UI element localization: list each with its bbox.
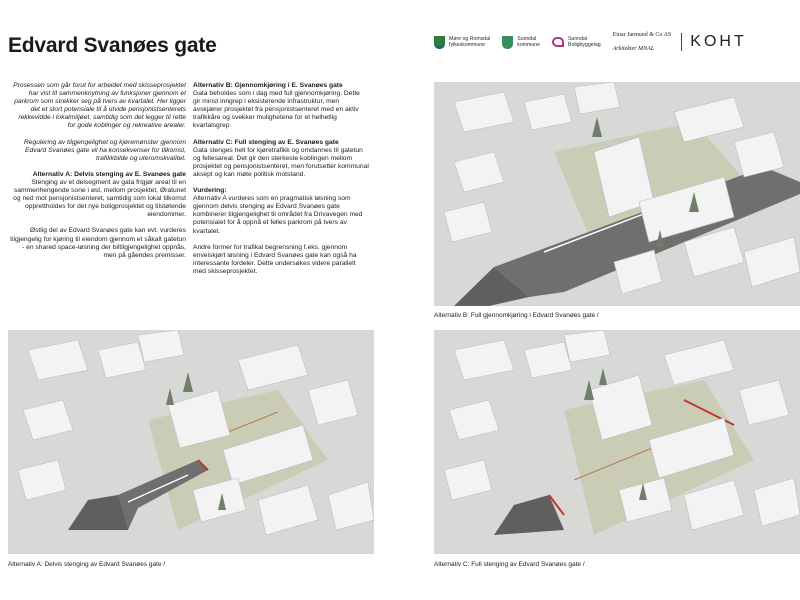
coat-of-arms-icon <box>502 36 513 49</box>
ribbon-logo-icon <box>552 37 564 47</box>
text-column-left <box>10 82 186 268</box>
logo-sunndal-kommune <box>502 36 540 49</box>
page-title: Edvard Svanøes gate <box>8 34 217 57</box>
vurdering-heading: Vurdering: <box>193 187 227 195</box>
alt-a-text: Stenging av et delsegment av gata frigjør areal til en sammenhengende sone i øst, mellom prosjektet, Øratunet og ned mot pensjonistsenteret, samtidig som lokal tilkomst opprettholdes for det nye boligprosjektet og tilstøtende eiendommer. <box>13 178 186 219</box>
logo-sunndal-boligbyggelag <box>552 36 601 48</box>
logo-text: Møre og Romsdal fylkeskommune <box>449 35 491 48</box>
logo-divider <box>681 33 682 51</box>
map-alternative-c <box>434 330 800 554</box>
other-paragraph: Andre former for trafikal begrensning f.eks. gjennom enveiskjørt løsning i Edvard Svanøes gate kan også ha interessante fordeler. Dette undersøkes videre parallelt med skisseprosjektet. <box>193 243 357 275</box>
text-column-right <box>193 82 369 284</box>
logo-jarmund <box>613 25 672 60</box>
logo-bar <box>434 30 800 54</box>
coat-of-arms-icon <box>434 36 445 49</box>
alt-a-heading: Alternativ A: Delvis stenging av E. Svanøes gate <box>32 170 186 178</box>
alt-a-section <box>10 171 186 220</box>
caption-alternative-c: Alternativ C: Full stenging av Edvard Svanøes gate / <box>434 561 585 568</box>
regulation-paragraph: Regulering av tilgjengelighet og kjøremønster gjennom Edvard Svanøes gate vil ha konsekvenser for tilkomst, trafikkbilde og uteromskvalitet. <box>23 138 186 162</box>
alt-a-extra-paragraph: Østlig del av Edvard Svanøes gate kan evt. vurderes tilgjengelig for kjøring til eiendom gjennom et såkalt gatetun - en shared space-løsning der biltilgjengelighet oppnås, men på gåendes premisser. <box>10 227 186 259</box>
vurdering-section <box>193 187 369 236</box>
map-alternative-a <box>8 330 374 554</box>
alt-c-section <box>193 139 369 179</box>
alt-c-heading: Alternativ C: Full stenging av E. Svanøes gate <box>193 138 339 146</box>
alt-b-text: Gata beholdes som i dag med full gjennomkjøring. Dette gir minst inngrep i eksisterende infrastruktur, men avskjærer prosjektet fra pensjonistsenteret med en aktiv trafikkåre og svekker mulighetene for et helhetlig kvartalsgrep. <box>193 90 360 130</box>
map-alternative-b <box>434 82 800 306</box>
vurdering-text: Alternativ A vurderes som en pragmatisk løsning som gjennom delvis stenging av Edvard Svanøes gate kombinerer tilgjengelighet til området fra Drivavegen med potensialet for å oppnå et felles parkrom på tvers av kvartalet. <box>193 195 363 235</box>
alt-c-text: Gata stenges helt for kjøretrafikk og omdannes til gatetun og fellesareal. Det gir den sterkeste koblingen mellom prosjektet og pensjonistsenteret, men forutsetter kommunal aksept og kan møte politisk motstand. <box>193 146 369 178</box>
caption-alternative-b: Alternativ B: Full gjennomkjøring i Edvard Svanøes gate / <box>434 312 599 319</box>
jarmund-sub: Arkitekter MNAL <box>612 45 655 52</box>
logo-text: Sunndal Boligbyggelag <box>568 35 601 48</box>
intro-paragraph: Prosessen som går forut for arbeidet med skisseprosjektet har vist til sammenknytning av funksjoner gjennom et parkrom som strekker seg på tvers av kvartalet. Her ligger det et stort potensiale til å utvide pensjonistsenterets rekkevidde i lokalmiljøet, samtidig som det legger til rette for gode koblinger og rekreative arealer. <box>13 82 186 130</box>
caption-alternative-a: Alternativ A: Delvis stenging av Edvard Svanøes gate / <box>8 561 166 568</box>
logo-more-og-romsdal <box>434 36 490 49</box>
alt-b-heading: Alternativ B: Gjennomkjøring i E. Svanøes gate <box>193 82 343 89</box>
jarmund-name: Einar Jarmund & Co AS <box>612 31 672 38</box>
logo-koht: KOHT <box>690 33 747 50</box>
logo-text: Sunndal kommune <box>517 35 541 48</box>
alt-b-section <box>193 82 369 131</box>
